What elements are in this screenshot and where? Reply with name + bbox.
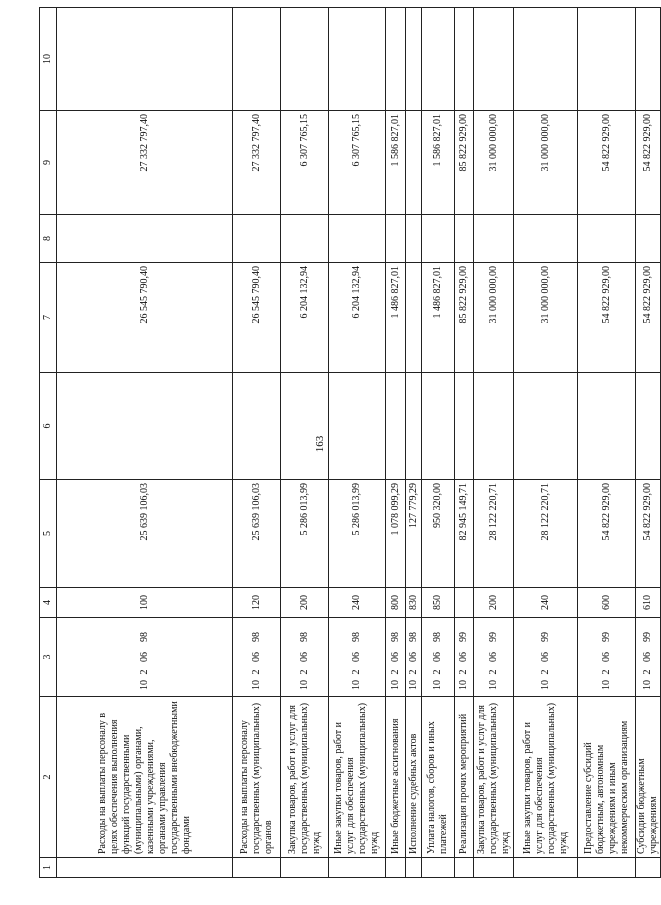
row-name-cell: Реализация прочих мероприятий	[455, 697, 474, 858]
amount-cell	[636, 215, 661, 263]
row-number-cell	[281, 858, 329, 878]
row-code-cell	[578, 618, 636, 697]
amount-cell	[474, 8, 514, 111]
table-row	[233, 8, 281, 878]
amount-cell	[233, 215, 281, 263]
budget-table	[39, 7, 661, 878]
row-number-cell	[406, 858, 422, 878]
amount-cell	[406, 111, 422, 215]
code-part: 10	[642, 680, 653, 690]
code-part: 06	[351, 652, 362, 662]
amount-cell	[233, 8, 281, 111]
header-cell: 8	[40, 215, 57, 263]
table-row	[474, 8, 514, 878]
header-cell: 1	[40, 858, 57, 878]
code-part: 10	[458, 680, 469, 690]
code-part: 06	[642, 652, 653, 662]
amount-cell	[233, 373, 281, 480]
amount-cell: 5 286 013,99	[281, 480, 329, 588]
amount-cell: 85 822 929,00	[455, 111, 474, 215]
amount-cell: 28 122 220,71	[474, 480, 514, 588]
code-part: 2	[432, 669, 443, 675]
code-part: 06	[389, 652, 401, 662]
row-name-cell: Закупка товаров, работ и услуг для государственных (муниципальных) нужд	[281, 697, 329, 858]
row-code-cell	[514, 618, 578, 697]
code-part: 2	[539, 669, 551, 675]
code-part: 99	[600, 632, 612, 642]
header-cell: 2	[40, 697, 57, 858]
amount-cell	[281, 373, 329, 480]
amount-cell	[57, 215, 233, 263]
row-type-cell: 850	[422, 588, 455, 618]
row-type-cell: 830	[406, 588, 422, 618]
code-part: 2	[389, 669, 401, 675]
code-part: 2	[600, 669, 612, 675]
code-part: 99	[642, 632, 653, 642]
amount-cell	[474, 373, 514, 480]
row-name-cell: Иные закупки товаров, работ и услуг для обеспечения государственных (муниципальных) нужд	[329, 697, 386, 858]
amount-cell	[455, 8, 474, 111]
table-row	[281, 8, 329, 878]
table-row	[57, 8, 233, 878]
amount-cell: 27 332 797,40	[233, 111, 281, 215]
code-part: 2	[642, 669, 653, 675]
table-row	[406, 8, 422, 878]
row-type-cell: 200	[474, 588, 514, 618]
row-code-cell	[422, 618, 455, 697]
amount-cell: 5 286 013,99	[329, 480, 386, 588]
amount-cell: 6 204 132,94	[281, 263, 329, 373]
code-part: 06	[458, 652, 469, 662]
amount-cell	[57, 373, 233, 480]
code-part: 10	[250, 680, 262, 690]
code-part: 99	[539, 632, 551, 642]
amount-cell	[386, 215, 406, 263]
amount-cell: 85 822 929,00	[455, 263, 474, 373]
code-part: 2	[407, 669, 419, 675]
code-part: 98	[250, 632, 262, 642]
amount-cell	[386, 373, 406, 480]
amount-cell	[514, 215, 578, 263]
row-code-cell	[281, 618, 329, 697]
amount-cell	[406, 263, 422, 373]
header-row	[40, 8, 57, 878]
rotated-page	[39, 8, 659, 878]
row-type-cell: 610	[636, 588, 661, 618]
row-type-cell: 200	[281, 588, 329, 618]
table-row	[514, 8, 578, 878]
code-part: 99	[458, 632, 469, 642]
amount-cell	[636, 373, 661, 480]
amount-cell	[474, 215, 514, 263]
row-code-cell	[636, 618, 661, 697]
code-part: 99	[487, 632, 499, 642]
code-part: 06	[487, 652, 499, 662]
amount-cell: 31 000 000,00	[474, 111, 514, 215]
code-part: 2	[250, 669, 262, 675]
amount-cell: 26 545 790,40	[57, 263, 233, 373]
amount-cell: 54 822 929,00	[636, 263, 661, 373]
amount-cell: 6 204 132,94	[329, 263, 386, 373]
row-number-cell	[233, 858, 281, 878]
row-name-cell: Расходы на выплаты персоналу в целях обеспечения выполнения функций государственными (муниципальными) органами, казенными учреждениями, органами управления государственными внебюджетными фондами	[57, 697, 233, 858]
row-code-cell	[406, 618, 422, 697]
code-part: 98	[298, 632, 310, 642]
row-name-cell: Субсидии бюджетным учреждениям	[636, 697, 661, 858]
row-code-cell	[474, 618, 514, 697]
row-type-cell: 100	[57, 588, 233, 618]
code-part: 10	[389, 680, 401, 690]
amount-cell	[422, 215, 455, 263]
code-part: 10	[351, 680, 362, 690]
code-part: 06	[138, 652, 150, 662]
amount-cell	[422, 8, 455, 111]
code-part: 10	[487, 680, 499, 690]
code-part: 98	[351, 632, 362, 642]
amount-cell: 54 822 929,00	[578, 480, 636, 588]
code-part: 10	[138, 680, 150, 690]
header-cell: 6	[40, 373, 57, 480]
amount-cell	[329, 8, 386, 111]
table-row	[422, 8, 455, 878]
table-row	[636, 8, 661, 878]
row-type-cell: 240	[329, 588, 386, 618]
code-part: 98	[407, 632, 419, 642]
row-code-cell	[57, 618, 233, 697]
amount-cell	[281, 8, 329, 111]
code-part: 2	[487, 669, 499, 675]
header-cell: 10	[40, 8, 57, 111]
row-code-cell	[329, 618, 386, 697]
amount-cell: 1 486 827,01	[386, 263, 406, 373]
code-part: 06	[600, 652, 612, 662]
row-name-cell: Уплата налогов, сборов и иных платежей	[422, 697, 455, 858]
row-type-cell	[455, 588, 474, 618]
header-cell: 5	[40, 480, 57, 588]
amount-cell: 31 000 000,00	[514, 111, 578, 215]
amount-cell	[455, 373, 474, 480]
table-row	[386, 8, 406, 878]
amount-cell	[422, 373, 455, 480]
amount-cell: 54 822 929,00	[578, 111, 636, 215]
amount-cell: 1 078 099,29	[386, 480, 406, 588]
row-name-cell: Иные бюджетные ассигнования	[386, 697, 406, 858]
code-part: 98	[389, 632, 401, 642]
page-number: 163	[314, 435, 326, 453]
row-name-cell: Предоставление субсидий бюджетным, автономным учреждениям и иным некоммерческим организациям	[578, 697, 636, 858]
amount-cell	[578, 8, 636, 111]
amount-cell: 1 586 827,01	[422, 111, 455, 215]
header-cell: 7	[40, 263, 57, 373]
amount-cell	[514, 373, 578, 480]
code-part: 98	[138, 632, 150, 642]
amount-cell	[57, 8, 233, 111]
amount-cell: 1 586 827,01	[386, 111, 406, 215]
header-cell: 4	[40, 588, 57, 618]
code-part: 10	[432, 680, 443, 690]
row-type-cell: 240	[514, 588, 578, 618]
amount-cell: 54 822 929,00	[578, 263, 636, 373]
row-name-cell: Расходы на выплаты персоналу государственных (муниципальных) органов	[233, 697, 281, 858]
row-number-cell	[578, 858, 636, 878]
row-number-cell	[329, 858, 386, 878]
row-name-cell: Иные закупки товаров, работ и услуг для обеспечения государственных (муниципальных) нужд	[514, 697, 578, 858]
amount-cell	[636, 8, 661, 111]
amount-cell: 25 639 106,03	[233, 480, 281, 588]
table-row	[455, 8, 474, 878]
code-part: 2	[298, 669, 310, 675]
code-part: 06	[432, 652, 443, 662]
amount-cell: 31 000 000,00	[474, 263, 514, 373]
amount-cell: 6 307 765,15	[281, 111, 329, 215]
row-number-cell	[514, 858, 578, 878]
amount-cell: 127 779,29	[406, 480, 422, 588]
row-type-cell: 800	[386, 588, 406, 618]
row-number-cell	[474, 858, 514, 878]
amount-cell: 25 639 106,03	[57, 480, 233, 588]
amount-cell	[281, 215, 329, 263]
code-part: 2	[138, 669, 150, 675]
row-code-cell	[455, 618, 474, 697]
code-part: 2	[458, 669, 469, 675]
amount-cell: 82 945 149,71	[455, 480, 474, 588]
amount-cell	[406, 373, 422, 480]
amount-cell	[329, 215, 386, 263]
row-number-cell	[455, 858, 474, 878]
amount-cell	[406, 215, 422, 263]
amount-cell: 54 822 929,00	[636, 480, 661, 588]
row-number-cell	[422, 858, 455, 878]
code-part: 06	[250, 652, 262, 662]
amount-cell: 54 822 929,00	[636, 111, 661, 215]
amount-cell	[386, 8, 406, 111]
amount-cell: 26 545 790,40	[233, 263, 281, 373]
row-number-cell	[636, 858, 661, 878]
header-cell: 9	[40, 111, 57, 215]
row-name-cell: Исполнение судебных актов	[406, 697, 422, 858]
code-part: 10	[600, 680, 612, 690]
header-cell: 3	[40, 618, 57, 697]
amount-cell: 27 332 797,40	[57, 111, 233, 215]
amount-cell: 28 122 220,71	[514, 480, 578, 588]
amount-cell	[455, 215, 474, 263]
code-part: 2	[351, 669, 362, 675]
code-part: 10	[298, 680, 310, 690]
row-type-cell: 120	[233, 588, 281, 618]
code-part: 98	[432, 632, 443, 642]
code-part: 06	[298, 652, 310, 662]
row-code-cell	[386, 618, 406, 697]
table-row	[329, 8, 386, 878]
amount-cell	[406, 8, 422, 111]
amount-cell	[578, 373, 636, 480]
row-number-cell	[57, 858, 233, 878]
code-part: 06	[407, 652, 419, 662]
amount-cell: 950 320,00	[422, 480, 455, 588]
code-part: 10	[407, 680, 419, 690]
code-part: 10	[539, 680, 551, 690]
code-part: 06	[539, 652, 551, 662]
row-type-cell: 600	[578, 588, 636, 618]
amount-cell	[578, 215, 636, 263]
amount-cell: 31 000 000,00	[514, 263, 578, 373]
amount-cell: 1 486 827,01	[422, 263, 455, 373]
table-row	[578, 8, 636, 878]
amount-cell: 6 307 765,15	[329, 111, 386, 215]
row-name-cell: Закупка товаров, работ и услуг для государственных (муниципальных) нужд	[474, 697, 514, 858]
row-number-cell	[386, 858, 406, 878]
amount-cell	[329, 373, 386, 480]
row-code-cell	[233, 618, 281, 697]
amount-cell	[514, 8, 578, 111]
